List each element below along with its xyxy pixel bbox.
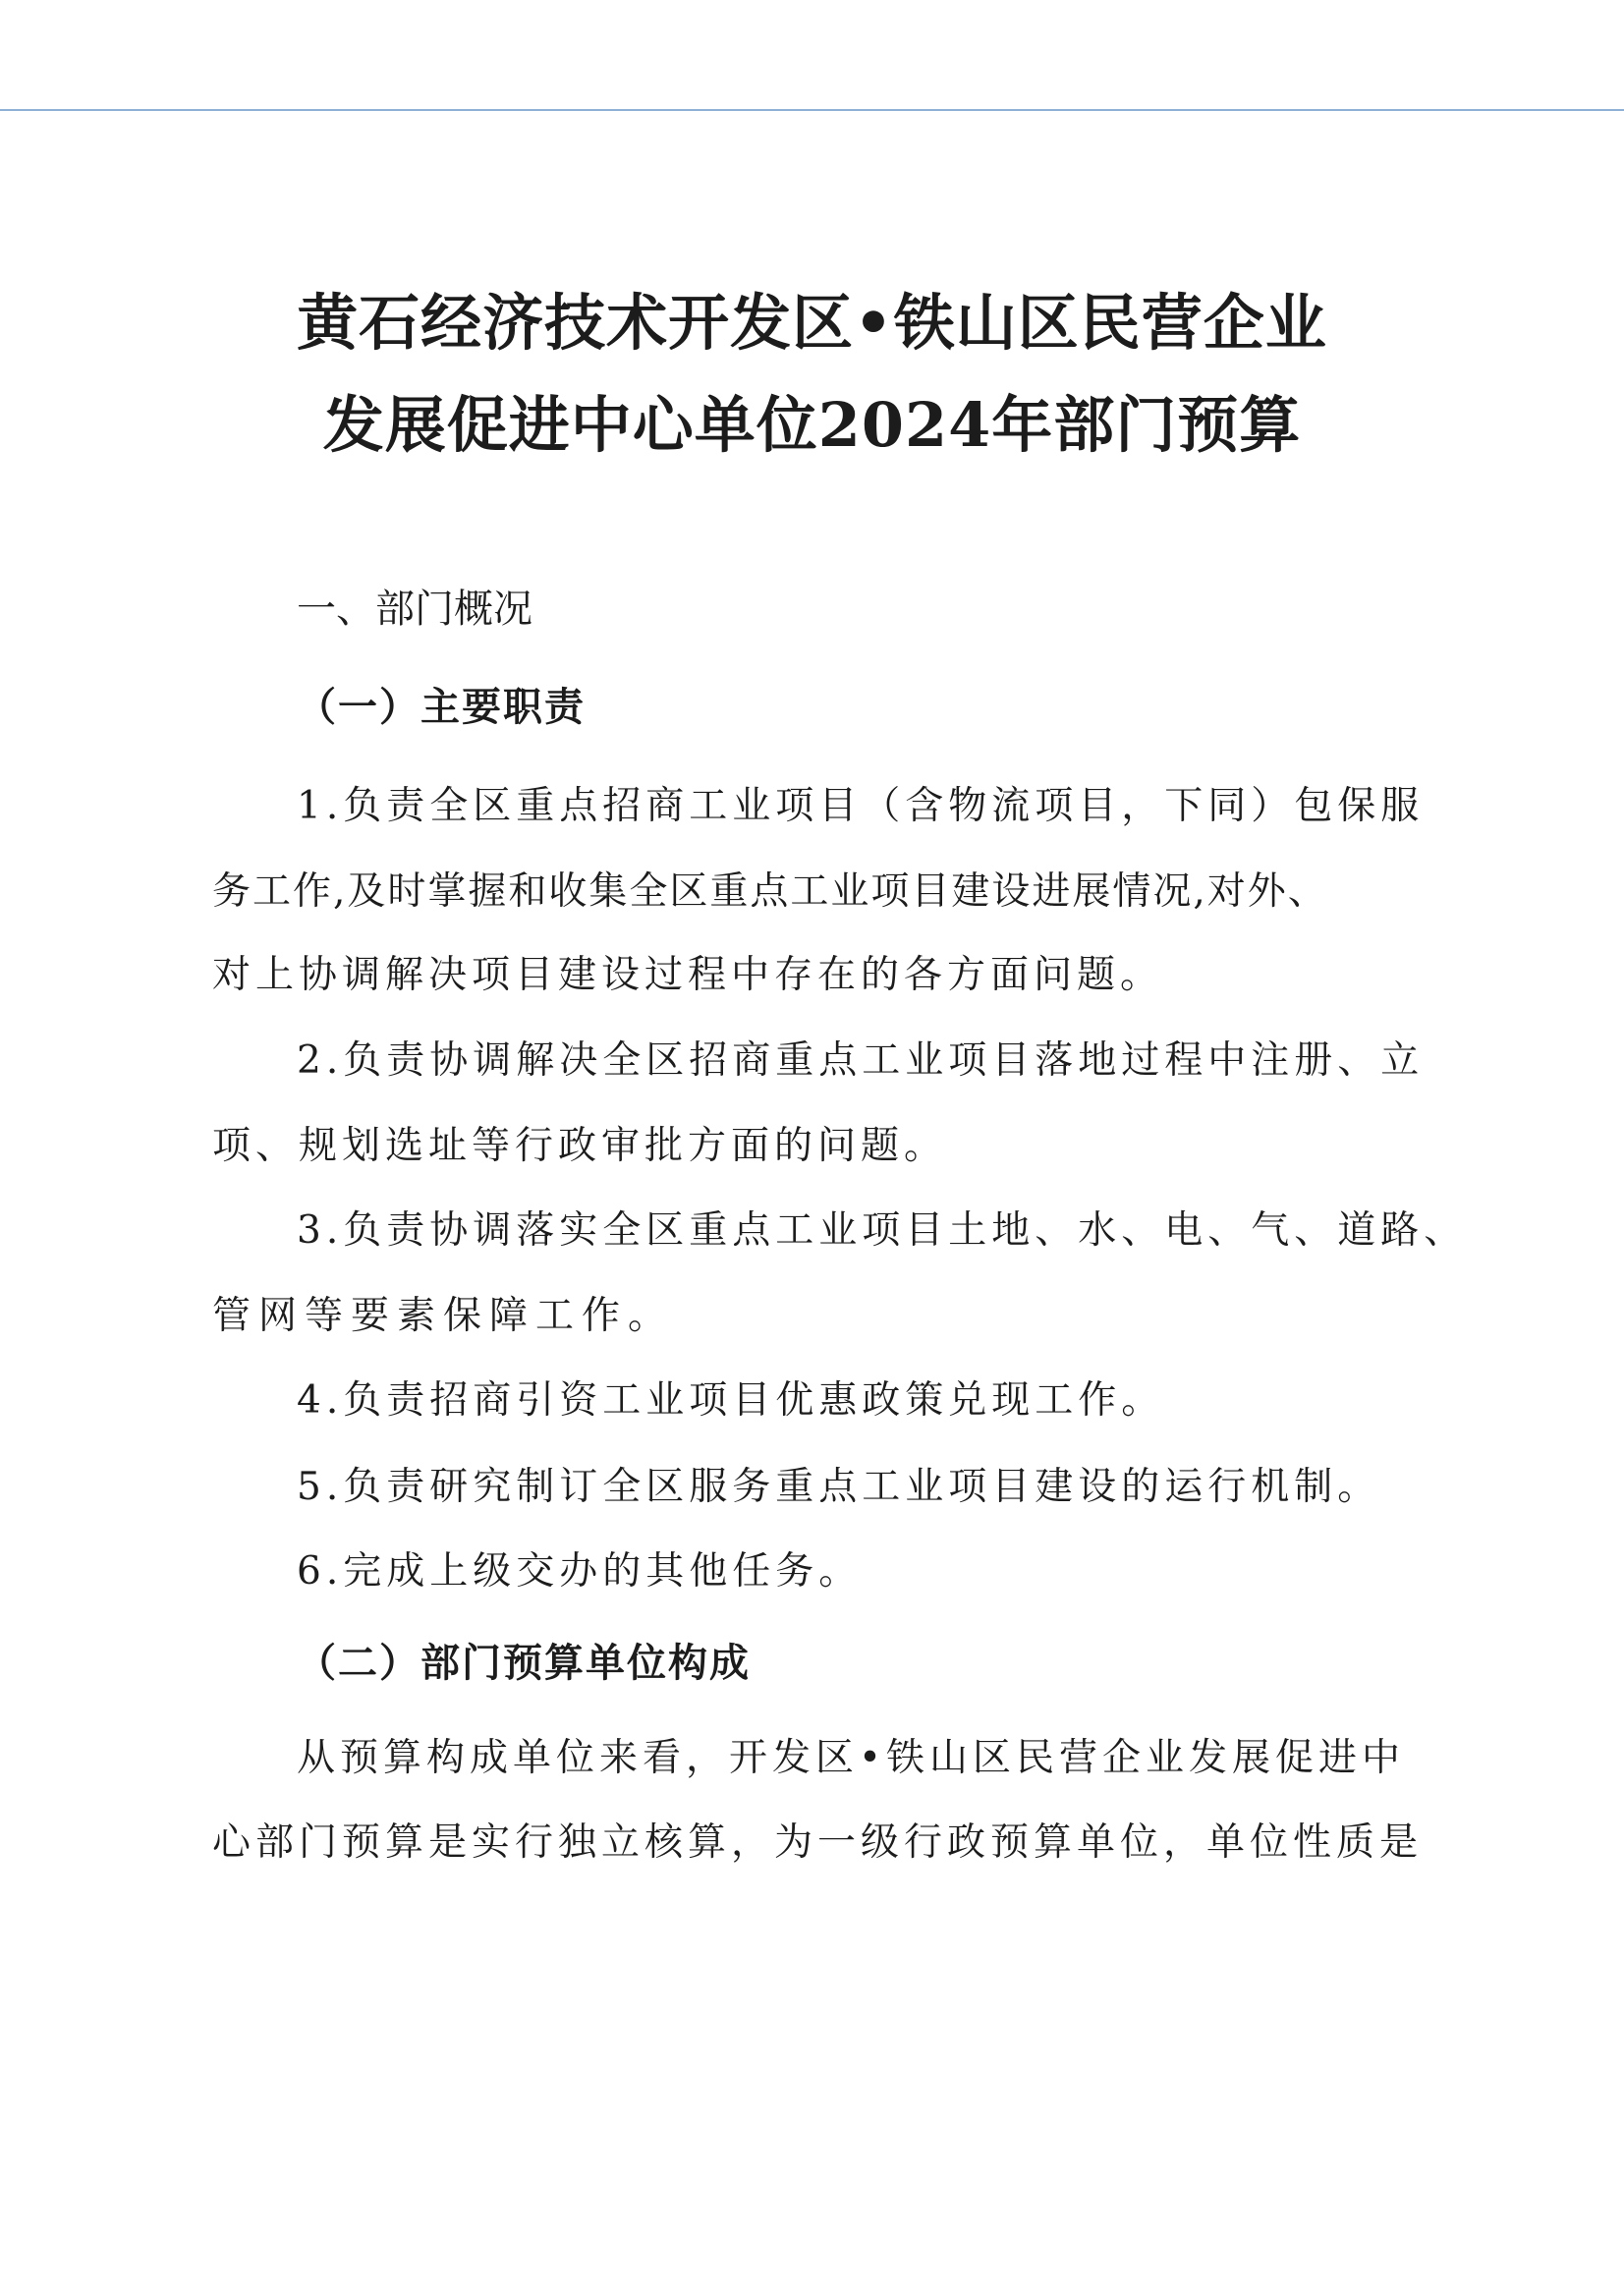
document-title-line-2: 发展促进中心单位2024年部门预算 [322,389,1302,461]
duty-6-line-1: 6.完成上级交办的其他任务。 [297,1549,863,1594]
subsection-heading-duties: （一）主要职责 [297,684,586,730]
duty-1-line-2: 务工作,及时掌握和收集全区重点工业项目建设进展情况,对外、 [212,869,1328,914]
section-heading-overview: 一、部门概况 [297,587,532,632]
composition-line-2: 心部门预算是实行独立核算，为一级行政预算单位，单位性质是 [212,1820,1424,1865]
composition-line-1: 从预算构成单位来看，开发区•铁山区民营企业发展促进中 [297,1736,1406,1780]
document-title-line-1: 黄石经济技术开发区•铁山区民营企业 [297,287,1327,359]
duty-2-line-2: 项、规划选址等行政审批方面的问题。 [212,1124,948,1168]
duty-3-line-2: 管网等要素保障工作。 [212,1294,675,1338]
duty-3-line-1: 3.负责协调落实全区重点工业项目土地、水、电、气、道路、 [297,1208,1468,1253]
subsection-heading-budget-units: （二）部门预算单位构成 [297,1640,751,1686]
duty-1-line-3: 对上协调解决项目建设过程中存在的各方面问题。 [212,953,1164,997]
duty-1-line-1: 1.负责全区重点招商工业项目（含物流项目，下同）包保服 [297,784,1425,828]
duty-5-line-1: 5.负责研究制订全区服务重点工业项目建设的运行机制。 [297,1465,1381,1509]
duty-2-line-1: 2.负责协调解决全区招商重点工业项目落地过程中注册、立 [297,1038,1425,1083]
duty-4-line-1: 4.负责招商引资工业项目优惠政策兑现工作。 [297,1378,1165,1423]
header-rule [0,109,1624,111]
